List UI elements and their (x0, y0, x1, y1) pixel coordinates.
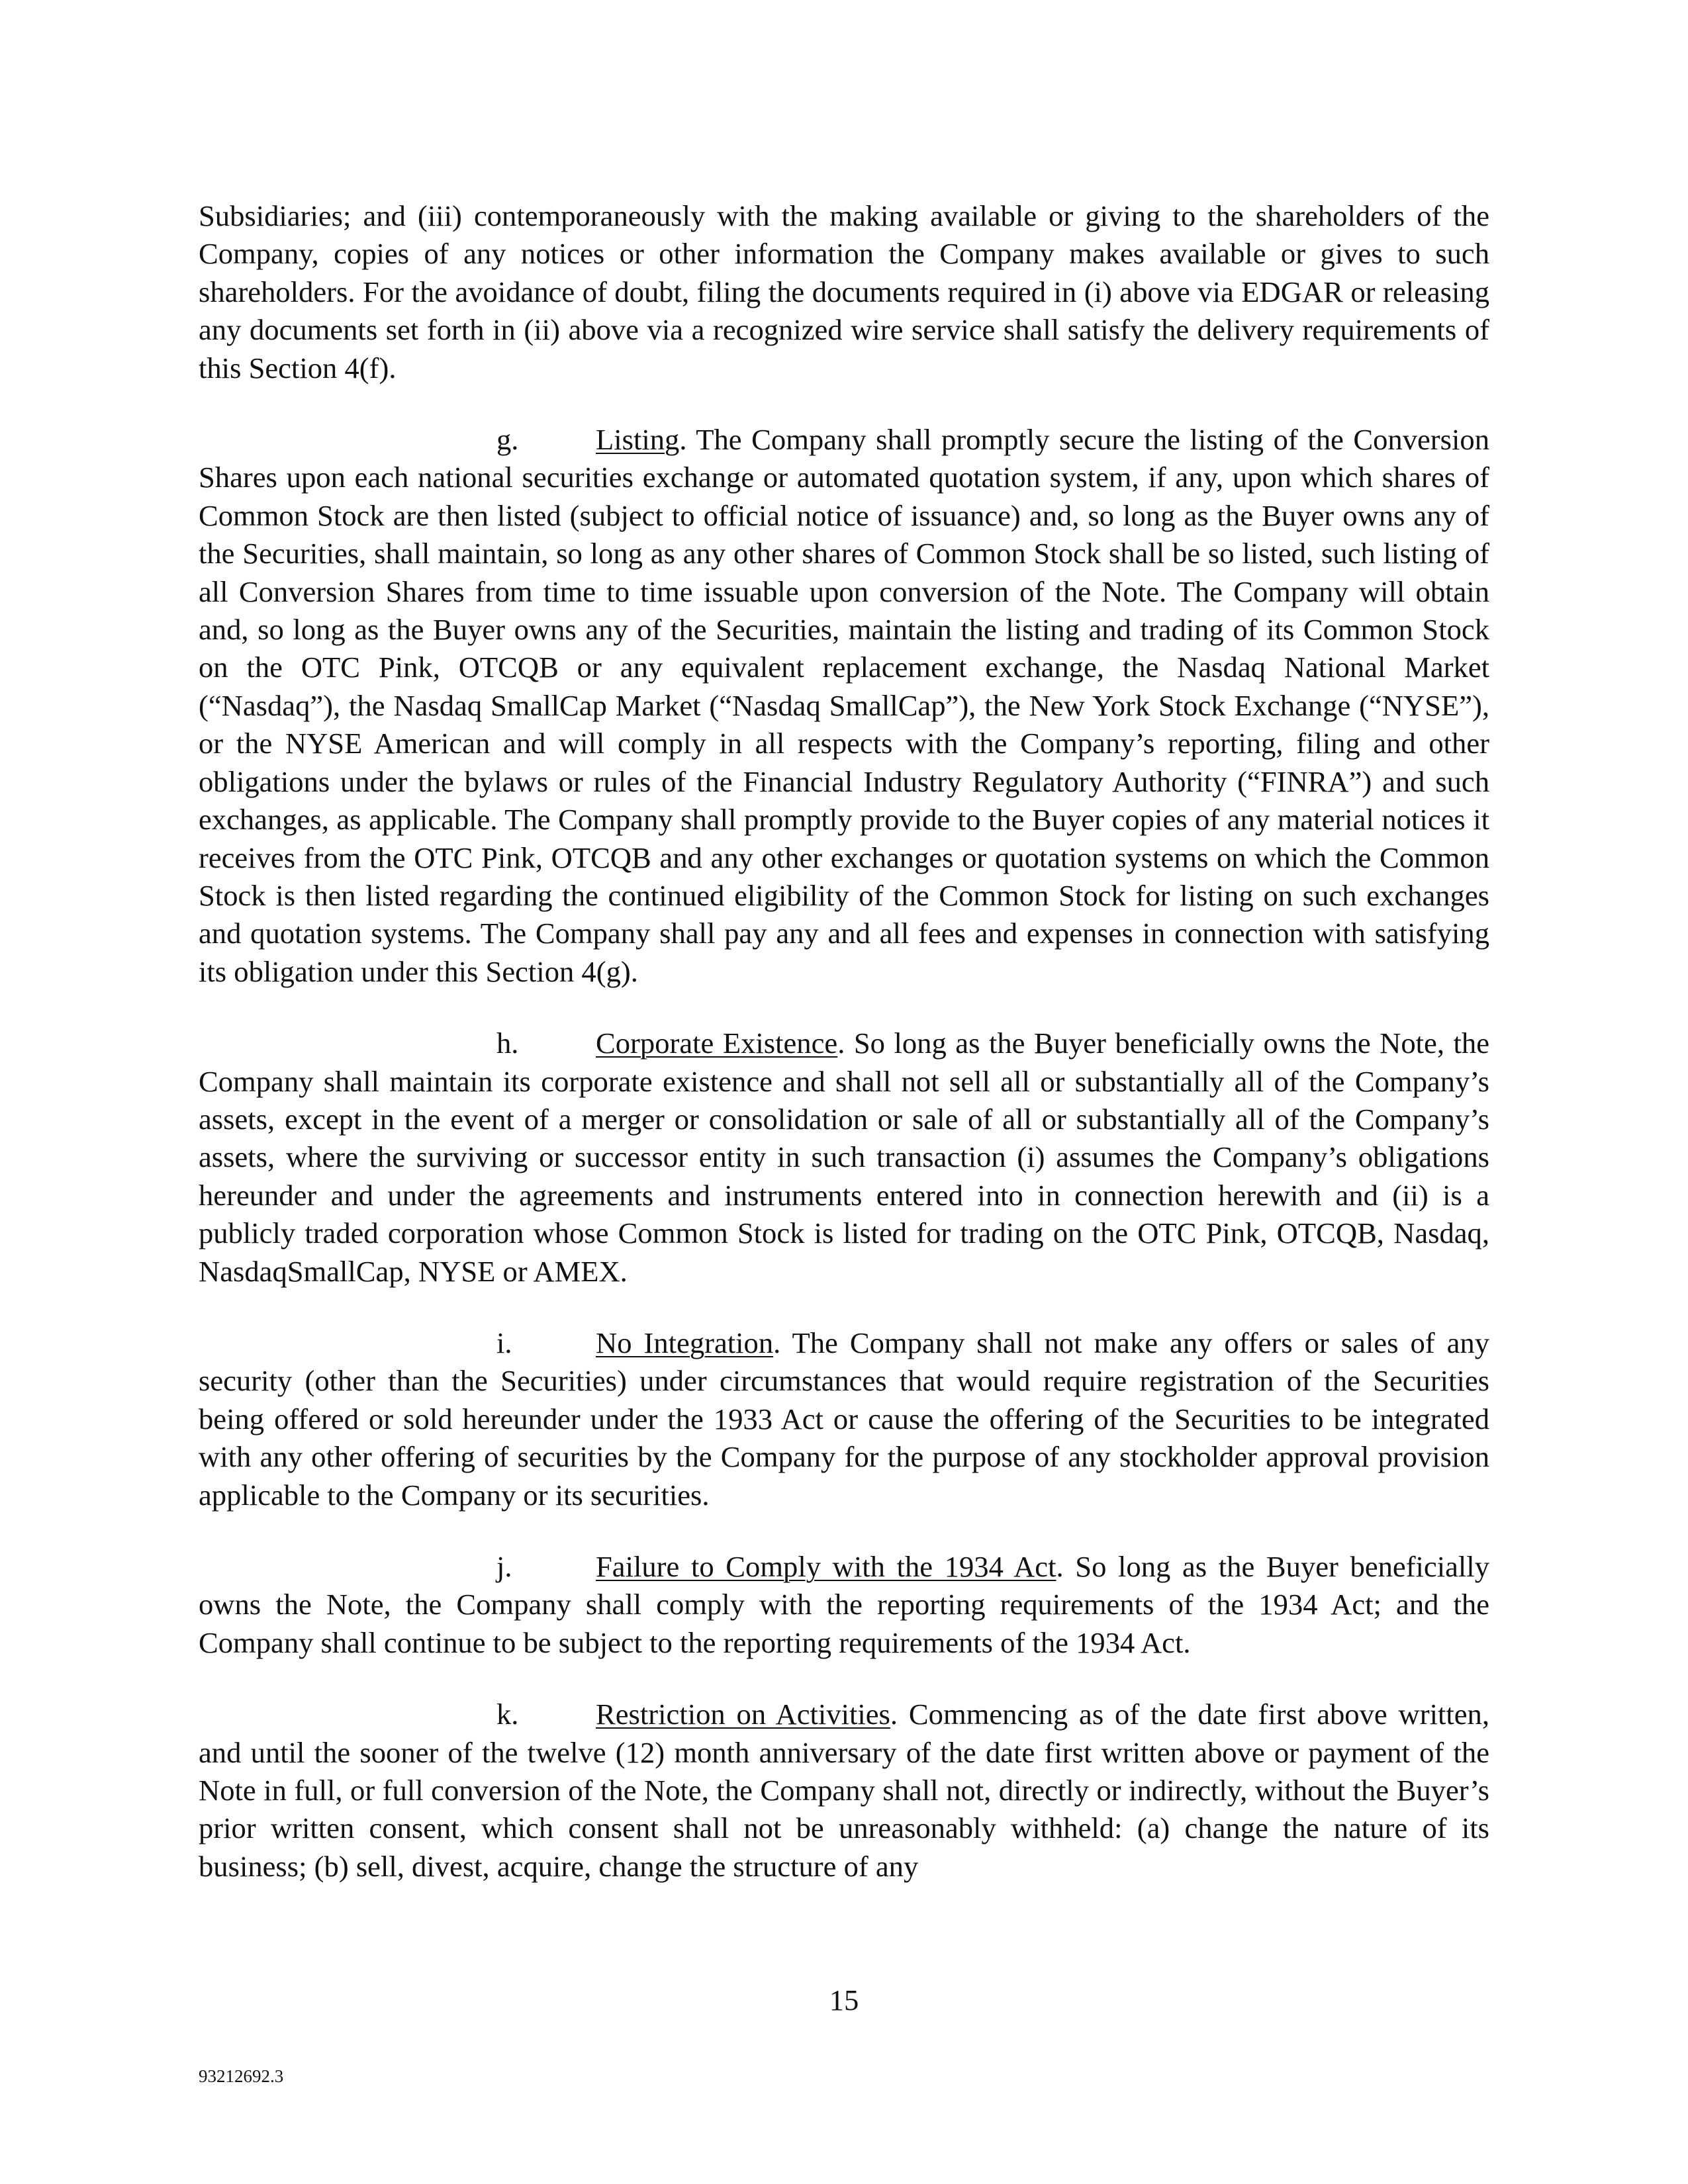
section-heading-listing: Listing (596, 423, 680, 457)
document-id: 93212692.3 (199, 2066, 284, 2086)
paragraph-section-j (199, 1548, 1489, 1662)
paragraph-text: . The Company shall not make any offers or sales of any security (other than the Securities) under circumstances that would require registration of the Securities being offered or sold hereunder under the 1933 Act or cause the offering of the Securities to be integrated with any other offering of securities by the Company for the purpose of any stockholder approval provision applicable to the Company or its securities. (199, 1326, 1489, 1512)
section-heading-restriction-on-activities: Restriction on Activities (596, 1698, 890, 1731)
section-letter: k. (496, 1698, 519, 1731)
section-heading-corporate-existence: Corporate Existence (596, 1026, 838, 1060)
section-letter: h. (496, 1026, 519, 1060)
paragraph-text: . The Company shall promptly secure the listing of the Conversion Shares upon each national securities exchange or automated quotation system, if any, upon which shares of Common Stock are then listed (subject to official notice of issuance) and, so long as the Buyer owns any of the Securities, shall maintain, so long as any other shares of Common Stock shall be so listed, such listing of all Conversion Shares from time to time issuable upon conversion of the Note. The Company will obtain and, so long as the Buyer owns any of the Securities, maintain the listing and trading of its Common Stock on the OTC Pink, OTCQB or any equivalent replacement exchange, the Nasdaq National Market (“Nasdaq”), the Nasdaq SmallCap Market (“Nasdaq SmallCap”), the New York Stock Exchange (“NYSE”), or the NYSE American and will comply in all respects with the Company’s reporting, filing and other obligations under the bylaws or rules of the Financial Industry Regulatory Authority (“FINRA”) and such exchanges, as applicable. The Company shall promptly provide to the Buyer copies of any material notices it receives from the OTC Pink, OTCQB and any other exchanges or quotation systems on which the Common Stock is then listed regarding the continued eligibility of the Common Stock for listing on such exchanges and quotation systems. The Company shall pay any and all fees and expenses in connection with satisfying its obligation under this Section 4(g). (199, 423, 1489, 988)
paragraph-text: . So long as the Buyer beneficially owns the Note, the Company shall comply with the reporting requirements of the 1934 Act; and the Company shall continue to be subject to the reporting requirements of the 1934 Act. (199, 1550, 1489, 1659)
paragraph-section-i (199, 1324, 1489, 1514)
section-heading-no-integration: No Integration (596, 1326, 774, 1359)
paragraph-section-k (199, 1696, 1489, 1886)
paragraph-section-f-continued (199, 197, 1489, 387)
section-letter: g. (496, 423, 519, 457)
paragraph-text: . So long as the Buyer beneficially owns the Note, the Company shall maintain its corporate existence and shall not sell all or substantially all of the Company’s assets, except in the event of a merger or consolidation or sale of all or substantially all of the Company’s assets, where the surviving or successor entity in such transaction (i) assumes the Company’s obligations hereunder and under the agreements and instruments entered into in connection herewith and (ii) is a publicly traded corporation whose Common Stock is listed for trading on the OTC Pink, OTCQB, Nasdaq, NasdaqSmallCap, NYSE or AMEX. (199, 1026, 1489, 1288)
paragraph-text: Subsidiaries; and (iii) contemporaneously with the making available or giving to the shareholders of the Company, copies of any notices or other information the Company makes available or gives to such shareholders. For the avoidance of doubt, filing the documents required in (i) above via EDGAR or releasing any documents set forth in (ii) above via a recognized wire service shall satisfy the delivery requirements of this Section 4(f). (199, 199, 1489, 385)
paragraph-text: . Commencing as of the date first above written, and until the sooner of the twelve (12) month anniversary of the date first written above or payment of the Note in full, or full conversion of the Note, the Company shall not, directly or indirectly, without the Buyer’s prior written consent, which consent shall not be unreasonably withheld: (a) change the nature of its business; (b) sell, divest, acquire, change the structure of any (199, 1698, 1489, 1883)
section-letter: j. (496, 1550, 512, 1583)
page-number: 15 (829, 1983, 859, 2017)
section-heading-failure-to-comply: Failure to Comply with the 1934 Act (596, 1550, 1056, 1583)
section-letter: i. (496, 1326, 512, 1359)
document-body (199, 197, 1489, 1919)
paragraph-section-h (199, 1024, 1489, 1291)
paragraph-section-g (199, 421, 1489, 991)
